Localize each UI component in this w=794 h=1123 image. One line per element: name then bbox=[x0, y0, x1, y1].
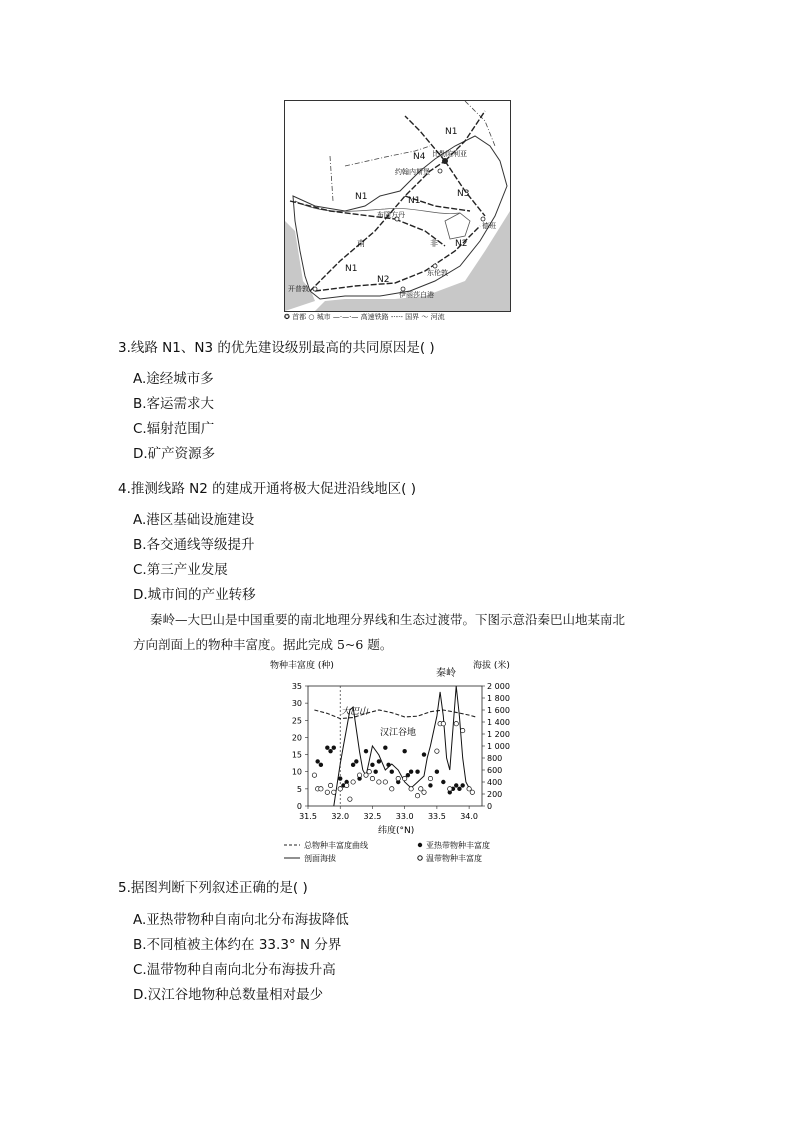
total-richness-curve bbox=[314, 710, 475, 719]
subtropical-point bbox=[390, 770, 394, 774]
temperate-point bbox=[402, 776, 406, 780]
temperate-point bbox=[409, 787, 413, 791]
y-right-tick-label: 800 bbox=[487, 754, 503, 763]
map-label-n1-west: N1 bbox=[355, 192, 368, 202]
q4-option-c: C.第三产业发展 bbox=[133, 562, 228, 578]
map-label-eastlondon: 东伦敦 bbox=[427, 269, 448, 277]
temperate-point bbox=[328, 783, 332, 787]
x-tick-label: 32.5 bbox=[363, 812, 382, 821]
temperate-point bbox=[470, 790, 474, 794]
map-label-n1-top: N1 bbox=[445, 127, 458, 137]
x-tick-label: 33.0 bbox=[395, 812, 414, 821]
legend-temperate: 温带物种丰富度 bbox=[426, 854, 482, 863]
temperate-point bbox=[390, 787, 394, 791]
temperate-point bbox=[435, 749, 439, 753]
map-label-capetown: 开普敦 bbox=[288, 285, 309, 293]
legend-border: 国界 bbox=[405, 313, 420, 321]
subtropical-point bbox=[373, 770, 377, 774]
y-right-tick-label: 1 200 bbox=[487, 730, 510, 739]
x-tick-label: 34.0 bbox=[460, 812, 479, 821]
y-left-tick-label: 30 bbox=[291, 699, 302, 709]
subtropical-point bbox=[454, 783, 458, 787]
map-label-n3: N3 bbox=[457, 189, 470, 199]
temperate-point bbox=[348, 797, 352, 801]
temperate-point bbox=[370, 776, 374, 780]
y-right-tick-label: 1 000 bbox=[487, 742, 510, 751]
border-icon: -·-·- bbox=[390, 313, 403, 321]
subtropical-point bbox=[409, 770, 413, 774]
q3-option-c: C.辐射范围广 bbox=[133, 421, 215, 437]
legend-subtropical-dot bbox=[418, 843, 422, 847]
intro-line-2: 方向剖面上的物种丰富度。据此完成 5~6 题。 bbox=[133, 637, 393, 652]
map-label-portelizabeth: 伊丽莎白港 bbox=[399, 291, 434, 299]
subtropical-point bbox=[370, 763, 374, 767]
q4-option-b: B.各交通线等级提升 bbox=[133, 537, 255, 553]
subtropical-point bbox=[441, 780, 445, 784]
legend-river: 河流 bbox=[430, 313, 445, 321]
temperate-point bbox=[367, 770, 371, 774]
q4-option-d: D.城市间的产业转移 bbox=[133, 587, 256, 603]
temperate-point bbox=[428, 776, 432, 780]
temperate-point bbox=[312, 773, 316, 777]
temperate-point bbox=[319, 787, 323, 791]
q5-option-a: A.亚热带物种自南向北分布海拔降低 bbox=[133, 912, 349, 928]
map-label-n2-east: N2 bbox=[455, 239, 468, 249]
temperate-point bbox=[441, 722, 445, 726]
q5-option-d: D.汉江谷地物种总数量相对最少 bbox=[133, 987, 324, 1003]
legend-temperate-dot bbox=[418, 856, 422, 860]
legend-railway: 高速铁路 bbox=[360, 313, 389, 321]
map-label-n1-south: N1 bbox=[345, 264, 358, 274]
subtropical-point bbox=[402, 749, 406, 753]
subtropical-point bbox=[377, 759, 381, 763]
legend-subtropical: 亚热带物种丰富度 bbox=[426, 841, 490, 850]
chart-ylabel-left: 物种丰富度 (种) bbox=[270, 661, 334, 671]
temperate-point bbox=[377, 780, 381, 784]
map-label-n1-center: N1 bbox=[408, 196, 421, 206]
q5-stem: 5.据图判断下列叙述正确的是( ) bbox=[118, 880, 308, 896]
y-left-tick-label: 20 bbox=[291, 733, 302, 743]
y-left-tick-label: 5 bbox=[296, 784, 302, 794]
temperate-point bbox=[396, 776, 400, 780]
subtropical-point bbox=[422, 752, 426, 756]
temperate-point bbox=[448, 787, 452, 791]
q5-option-c: C.温带物种自南向北分布海拔升高 bbox=[133, 962, 336, 978]
subtropical-point bbox=[364, 749, 368, 753]
chart-xlabel: 纬度(°N) bbox=[378, 826, 415, 836]
temperate-point bbox=[454, 722, 458, 726]
subtropical-point bbox=[328, 749, 332, 753]
map-label-country-a: 南 bbox=[357, 239, 365, 248]
temperate-point bbox=[325, 790, 329, 794]
q3-option-d: D.矿产资源多 bbox=[133, 446, 216, 462]
chart-annotation-dabashan: 大巴山 bbox=[341, 707, 369, 717]
q5-option-b: B.不同植被主体约在 33.3° N 分界 bbox=[133, 937, 342, 953]
temperate-point bbox=[460, 728, 464, 732]
y-left-tick-label: 0 bbox=[296, 802, 302, 811]
q4-stem: 4.推测线路 N2 的建成开通将极大促进沿线地区( ) bbox=[118, 481, 416, 497]
subtropical-point bbox=[457, 787, 461, 791]
y-right-tick-label: 0 bbox=[487, 802, 493, 811]
intro-line-1: 秦岭—大巴山是中国重要的南北地理分界线和生态过渡带。下图示意沿秦巴山地某南北 bbox=[150, 612, 626, 627]
subtropical-point bbox=[383, 746, 387, 750]
capital-icon: ✪ bbox=[284, 313, 290, 321]
subtropical-point bbox=[325, 746, 329, 750]
y-left-tick-label: 10 bbox=[291, 767, 302, 777]
map-label-bloemfontein: 布隆方丹 bbox=[377, 211, 405, 219]
railway-icon: —·—·— bbox=[332, 313, 359, 321]
q4-option-a: A.港区基础设施建设 bbox=[133, 512, 255, 528]
chart-annotation-qinling: 秦岭 bbox=[436, 668, 456, 679]
river-icon: 〜 bbox=[421, 313, 429, 321]
south-africa-map bbox=[284, 100, 511, 312]
temperate-point bbox=[422, 790, 426, 794]
map-label-pretoria: 比勒陀利亚 bbox=[432, 150, 467, 158]
subtropical-point bbox=[338, 776, 342, 780]
temperate-point bbox=[357, 773, 361, 777]
temperate-point bbox=[344, 783, 348, 787]
map-label-n4: N4 bbox=[413, 152, 426, 162]
subtropical-point bbox=[386, 763, 390, 767]
y-right-tick-label: 2 000 bbox=[487, 682, 510, 691]
subtropical-point bbox=[428, 783, 432, 787]
y-left-tick-label: 25 bbox=[291, 716, 302, 726]
temperate-point bbox=[383, 780, 387, 784]
y-right-tick-label: 200 bbox=[487, 790, 503, 799]
species-richness-chart bbox=[268, 656, 528, 868]
chart-ylabel-right: 海拔 (米) bbox=[473, 661, 510, 671]
y-right-tick-label: 1 400 bbox=[487, 718, 510, 727]
map-svg bbox=[285, 101, 510, 311]
y-left-tick-label: 15 bbox=[291, 750, 302, 760]
subtropical-point bbox=[351, 763, 355, 767]
subtropical-point bbox=[354, 759, 358, 763]
subtropical-point bbox=[460, 783, 464, 787]
map-label-johannesburg: 约翰内斯堡 bbox=[395, 168, 430, 176]
map-label-n2-south: N2 bbox=[377, 275, 390, 285]
y-left-tick-label: 35 bbox=[291, 682, 302, 691]
map-legend bbox=[284, 311, 524, 323]
subtropical-point bbox=[315, 759, 319, 763]
legend-elevation: 剖面海拔 bbox=[304, 854, 336, 863]
map-label-country-b: 非 bbox=[430, 239, 438, 248]
city-icon: ○ bbox=[308, 313, 315, 321]
x-tick-label: 33.5 bbox=[427, 812, 446, 821]
x-tick-label: 32.0 bbox=[331, 812, 350, 821]
y-right-tick-label: 1 600 bbox=[487, 706, 510, 715]
legend-capital: 首都 bbox=[292, 313, 307, 321]
subtropical-point bbox=[319, 763, 323, 767]
subtropical-point bbox=[332, 746, 336, 750]
subtropical-point bbox=[415, 770, 419, 774]
y-right-tick-label: 400 bbox=[487, 778, 503, 787]
temperate-point bbox=[332, 790, 336, 794]
q3-option-a: A.途经城市多 bbox=[133, 371, 214, 387]
map-label-durban: 德班 bbox=[482, 222, 496, 230]
chart-annotation-hanjiang: 汉江谷地 bbox=[380, 728, 417, 738]
q3-stem: 3.线路 N1、N3 的优先建设级别最高的共同原因是( ) bbox=[118, 340, 435, 356]
q3-option-b: B.客运需求大 bbox=[133, 396, 215, 412]
x-tick-label: 31.5 bbox=[299, 812, 317, 821]
chart-svg bbox=[268, 656, 528, 868]
y-right-tick-label: 1 800 bbox=[487, 694, 510, 703]
y-right-tick-label: 600 bbox=[487, 766, 503, 775]
temperate-point bbox=[415, 794, 419, 798]
legend-total: 总物种丰富度曲线 bbox=[304, 841, 368, 850]
temperate-point bbox=[351, 780, 355, 784]
temperate-point bbox=[338, 787, 342, 791]
legend-city: 城市 bbox=[316, 313, 331, 321]
subtropical-point bbox=[435, 770, 439, 774]
